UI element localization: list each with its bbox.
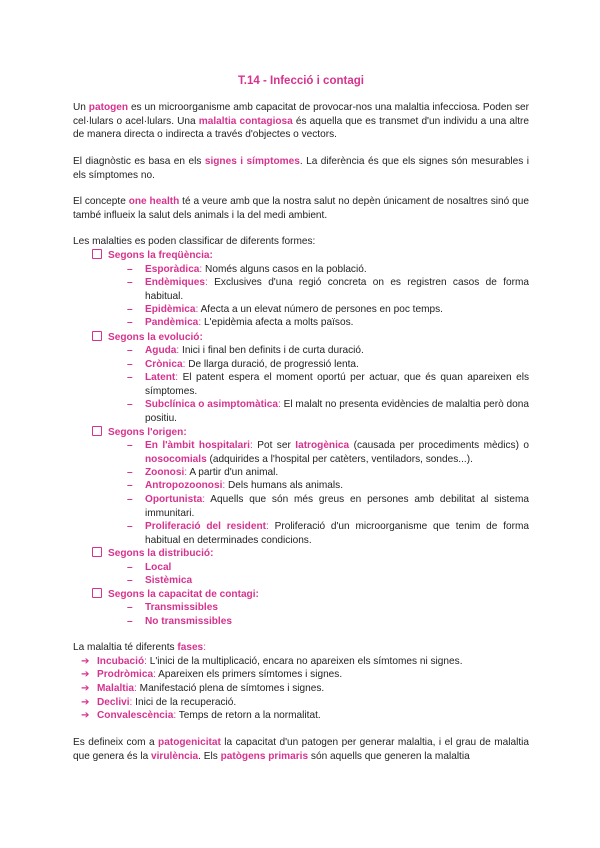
text: . Els [198,750,221,762]
colon: : [153,669,156,680]
phase-item [81,668,342,682]
definition: Afecta a un elevat número de persones en poc temps. [200,304,443,315]
arrow-icon: ➔ [81,697,90,708]
list-item [127,316,529,330]
dash-icon: – [127,440,133,451]
category-label: Segons la evolució [108,332,200,343]
list-item [127,344,529,358]
list-item [127,561,529,575]
page-title: T.14 - Infecció i contagi [238,75,364,87]
definition: A partir d'un animal. [189,467,279,478]
term: Convalescència [97,710,174,721]
dash-icon: – [127,345,133,356]
checkbox-icon [92,426,102,436]
list-item [127,398,529,425]
intro-paragraph-4: Les malalties es poden classificar de diferents formes: [73,236,316,247]
phase-item [81,696,236,710]
colon: : [277,399,281,410]
term: Local [145,562,172,573]
text: es un microorganisme amb capacitat de provocar-nos una malaltia infecciosa. Poden ser cel·lulars o acel·lulars. Una [73,102,530,127]
arrow-icon: ➔ [81,683,90,694]
term: Aguda [145,345,177,356]
colon: : [173,710,177,721]
arrow-icon: ➔ [81,669,90,680]
list-item [127,466,529,480]
colon: : [249,440,253,451]
keyword-patogen: patogen [88,102,129,113]
colon: : [182,359,186,370]
dash-icon: – [127,372,133,383]
arrow-icon: ➔ [81,656,90,667]
colon: : [134,683,137,694]
phase-item [81,682,324,696]
list-item [127,574,529,588]
colon: : [184,467,188,478]
phases-intro [73,641,529,655]
colon: : [175,372,179,383]
checkbox-icon [92,547,102,557]
text: és aquella que es transmet d'un individu a una altre de manera directa o indirecta a través d'objectes o vectors. [73,115,529,141]
colon: : [210,548,214,559]
term: nosocomials [145,453,207,465]
term: Crònica [145,359,183,370]
dash-icon: – [127,521,133,532]
dash-icon: – [127,562,133,573]
list-item [127,439,529,466]
dash-icon: – [127,494,133,505]
colon: : [144,656,147,667]
definition: El malalt no presenta evidències de malaltia però dona positiu. [145,399,529,424]
list-item [127,520,529,547]
term: No transmissibles [145,616,232,627]
list-item [127,493,529,520]
checkbox-icon [92,588,102,598]
category-label: Segons la capacitat de contagi [108,589,256,600]
keyword-patogenicitat: patogenicitat [158,737,221,748]
definition: Temps de retorn a la normalitat. [178,710,321,721]
list-item [127,276,529,303]
term: Malaltia [97,683,135,694]
colon: : [265,521,269,532]
colon: : [129,697,133,708]
term: Zoonosi [145,467,185,478]
term: Antropozoonosi [145,480,223,491]
dash-icon: – [127,616,133,627]
category-distribucio [92,547,213,561]
text: són aquells que generen la malaltia [308,750,470,762]
definition: Inici i final ben definits i de curta duració. [182,345,364,356]
definition: (adquirides a l'hospital per catèters, ventiladors, sondes...). [206,453,473,465]
term: Oportunista [145,494,203,505]
list-item [127,371,529,398]
text: Un [73,102,89,113]
definition: Aquells que són més greus en persones amb debilitat al sistema immunitari. [145,494,529,519]
colon: : [195,304,199,315]
term: Transmissibles [145,602,218,613]
definition: Manifestació plena de símtomes i signes. [139,683,325,694]
intro-paragraph-1 [73,101,529,142]
keyword-signes-simptomes: signes i símptomes [204,156,300,167]
category-label: Segons la distribució [108,548,211,559]
keyword-patogens-primaris: patògens primaris [220,750,309,762]
keyword-one-health: one health [128,196,180,207]
colon: : [209,250,213,261]
definition: L'epidèmia afecta a molts països. [203,317,354,328]
colon: : [202,494,206,505]
text: té a veure amb que la nostra salut no depèn únicament de nosaltres sinó que també influeix la salut dels animals i la del medi ambient. [73,196,529,221]
term: Epidèmica [145,304,196,315]
definition: De llarga duració, de progressió lenta. [188,359,359,370]
colon: : [205,277,208,288]
term: Iatrogènica [295,440,350,451]
category-label: Segons l'origen [108,427,184,438]
dash-icon: – [127,575,133,586]
definition: Pot ser [257,440,296,451]
definition: (causada per procediments mèdics) o [349,440,530,451]
colon: : [199,332,203,343]
checkbox-icon [92,331,102,341]
term: Esporàdica [145,264,200,275]
definition: Inici de la recuperació. [135,697,237,708]
category-frequencia [92,249,213,263]
category-evolucio [92,331,203,345]
list-item [127,479,529,493]
list-item [127,601,529,615]
text: El concepte [73,196,129,207]
list-item [127,303,529,317]
term: Sistèmica [145,575,193,586]
category-origen [92,426,187,440]
list-item [127,358,529,372]
category-label: Segons la freqüència [108,250,210,261]
definition: Apareixen els primers símtomes i signes. [158,669,343,680]
dash-icon: – [127,317,133,328]
keyword-virulencia: virulència [151,750,199,762]
term: Subclínica o asimptomàtica [145,399,278,410]
category-capacitat-contagi [92,588,259,602]
text: La malaltia té diferents [73,642,178,653]
colon: : [222,480,226,491]
term: Declivi [97,697,130,708]
dash-icon: – [127,304,133,315]
text: El diagnòstic es basa en els [73,156,205,167]
term: Pandèmica [145,317,199,328]
dash-icon: – [127,480,133,491]
text: la capacitat d'un patogen per generar malaltia, i el grau de malaltia que genera és la [73,737,529,762]
colon: : [255,589,259,600]
colon: : [198,317,202,328]
colon: : [199,264,203,275]
arrow-icon: ➔ [81,710,90,721]
term: Proliferació del resident [145,521,266,532]
term: En l'àmbit hospitalari [145,440,250,451]
checkbox-icon [92,249,102,259]
dash-icon: – [127,359,133,370]
keyword-malaltia-contagiosa: malaltia contagiosa [198,115,293,127]
intro-paragraph-3 [73,195,529,222]
phase-item [81,655,463,669]
dash-icon: – [127,399,133,410]
dash-icon: – [127,467,133,478]
definition: Només alguns casos en la població. [205,264,367,275]
colon: : [183,427,187,438]
colon: : [176,345,180,356]
phase-item [81,709,321,723]
dash-icon: – [127,277,133,288]
term: Incubació [97,656,145,667]
final-paragraph [73,736,529,763]
text: Es defineix com a [73,737,159,748]
keyword-fases: fases [177,642,204,653]
definition: Proliferació d'un microorganisme que tenim de forma habitual en determinades condicions. [145,521,530,546]
definition: Dels humans als animals. [228,480,344,491]
term: Endèmiques [145,277,206,288]
intro-paragraph-2 [73,155,529,182]
colon: : [203,642,206,653]
list-item [127,615,529,629]
term: Prodròmica [97,669,154,680]
dash-icon: – [127,264,133,275]
definition: El patent espera el moment oportú per actuar, que és quan apareixen els símptomes. [145,372,529,397]
dash-icon: – [127,602,133,613]
definition: L'inici de la multiplicació, encara no apareixen els símtomes ni signes. [149,656,463,667]
term: Latent [145,372,176,383]
list-item [127,263,529,277]
text: . La diferència és que els signes són mesurables i els símptomes no. [73,156,529,181]
definition: Exclusives d'una regió concreta on es registren casos de forma habitual. [145,277,529,302]
